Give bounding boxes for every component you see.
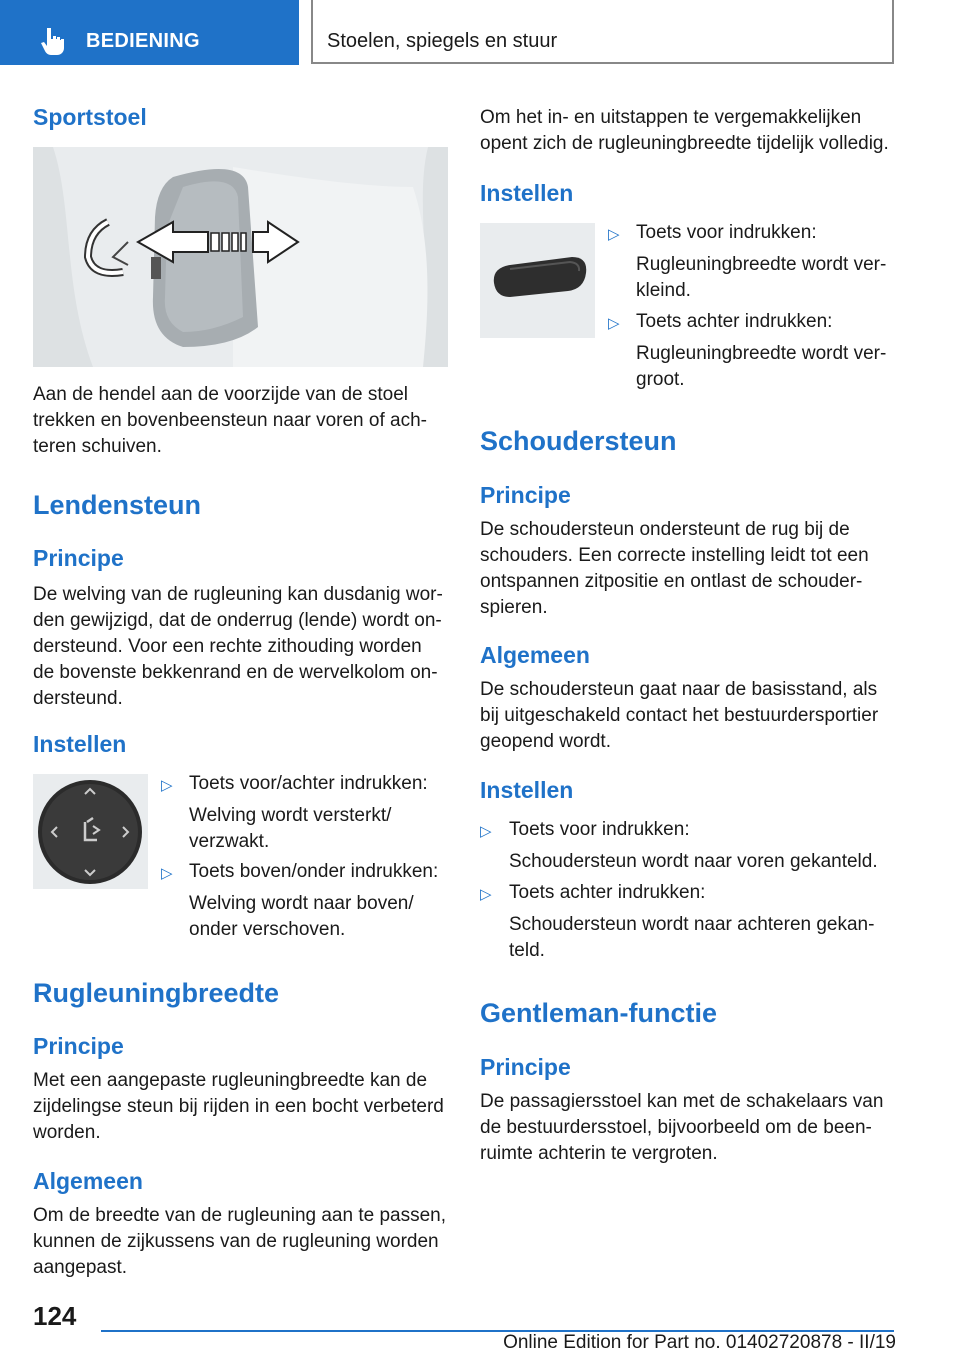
- rugleuning-algemeen-text: Om de breedte van de rugleuning aan te passen, kunnen de zijkussens van de rugleuning worden aangepast.: [33, 1205, 447, 1278]
- lumbar-control-illustration: [33, 774, 148, 889]
- lendensteun-step-2: ▷ Toets boven/onder indrukken: Welving wordt naar boven/ onder verschoven.: [161, 861, 439, 940]
- section-tab[interactable]: [0, 0, 299, 65]
- schoudersteun-algemeen-text: De schoudersteun gaat naar de basisstand, als bij uitgeschakeld contact het bestuurdersportier geopend wordt.: [480, 679, 879, 752]
- chapter-title: Stoelen, spiegels en stuur: [327, 30, 558, 52]
- lendensteun-instellen-heading: Instellen: [33, 731, 127, 757]
- backrest-button-illustration: [480, 223, 595, 338]
- chapter-header: [311, 0, 894, 64]
- schoudersteun-principe-heading: Principe: [480, 482, 571, 508]
- lendensteun-heading: Lendensteun: [33, 490, 202, 520]
- schoudersteun-step-2: ▷ Toets achter indrukken: Schoudersteun wordt naar achteren gekan‐ teld.: [480, 882, 875, 961]
- gentleman-principe-text: De passagiersstoel kan met de schakelaars van de bestuurdersstoel, bijvoorbeeld om de been‐ ruimte achterin te vergroten.: [480, 1091, 884, 1164]
- schoudersteun-heading: Schoudersteun: [480, 426, 677, 456]
- rugleuning-step-2: ▷ Toets achter indrukken: Rugleuningbreedte wordt ver‐ groot.: [608, 311, 887, 390]
- bullet-triangle-icon: ▷: [161, 865, 173, 882]
- schoudersteun-instellen-heading: Instellen: [480, 777, 574, 803]
- lendensteun-principe-text: De welving van de rugleuning kan dusdanig wor‐ den gewijzigd, dat de onderrug (lende) wordt on‐ dersteund. Voor een rechte zithouding worden de bovenste bekkenrand en de wervelkolom on‐ dersteund.: [33, 584, 443, 709]
- bullet-triangle-icon: ▷: [608, 315, 620, 332]
- sport-seat-illustration: [33, 147, 448, 367]
- intro-text: Om het in- en uitstappen te vergemakkelijken opent zich de rugleuningbreedte tijdelijk volledig.: [480, 107, 889, 154]
- schoudersteun-step-1: ▷ Toets voor indrukken: Schoudersteun wordt naar voren gekanteld.: [480, 819, 878, 872]
- rugleuning-step-1: ▷ Toets voor indrukken: Rugleuningbreedte wordt ver‐ kleind.: [608, 222, 887, 301]
- gentleman-principe-heading: Principe: [480, 1054, 571, 1080]
- section-label: BEDIENING: [86, 30, 200, 52]
- rugleuning-principe-heading: Principe: [33, 1033, 124, 1059]
- bullet-triangle-icon: ▷: [480, 886, 492, 903]
- page-number: 124: [33, 1301, 77, 1331]
- sportstoel-heading: Sportstoel: [33, 104, 147, 130]
- bullet-triangle-icon: ▷: [161, 777, 173, 794]
- sportstoel-text: Aan de hendel aan de voorzijde van de stoel trekken en bovenbeensteun naar voren of ach‐ teren schuiven.: [33, 384, 427, 457]
- rugleuning-principe-text: Met een aangepaste rugleuningbreedte kan de zijdelingse steun bij rijden in een bocht verbeterd worden.: [33, 1070, 444, 1143]
- rugleuning-algemeen-heading: Algemeen: [33, 1168, 143, 1194]
- lendensteun-principe-heading: Principe: [33, 545, 124, 571]
- pointing-hand-icon: [36, 26, 66, 56]
- rugleuning-heading: Rugleuningbreedte: [33, 978, 280, 1008]
- instellen-heading: Instellen: [480, 180, 574, 206]
- edition-text: Online Edition for Part no. 01402720878 - II/19: [503, 1332, 896, 1353]
- gentleman-heading: Gentleman-functie: [480, 998, 718, 1028]
- lendensteun-step-1: ▷ Toets voor/achter indrukken: Welving wordt versterkt/ verzwakt.: [161, 773, 428, 852]
- bullet-triangle-icon: ▷: [480, 823, 492, 840]
- schoudersteun-algemeen-heading: Algemeen: [480, 642, 590, 668]
- schoudersteun-principe-text: De schoudersteun ondersteunt de rug bij de schouders. Een correcte instelling leidt tot een ontspannen zitpositie en ontlast de schouder‐ spieren.: [480, 519, 869, 618]
- bullet-triangle-icon: ▷: [608, 226, 620, 243]
